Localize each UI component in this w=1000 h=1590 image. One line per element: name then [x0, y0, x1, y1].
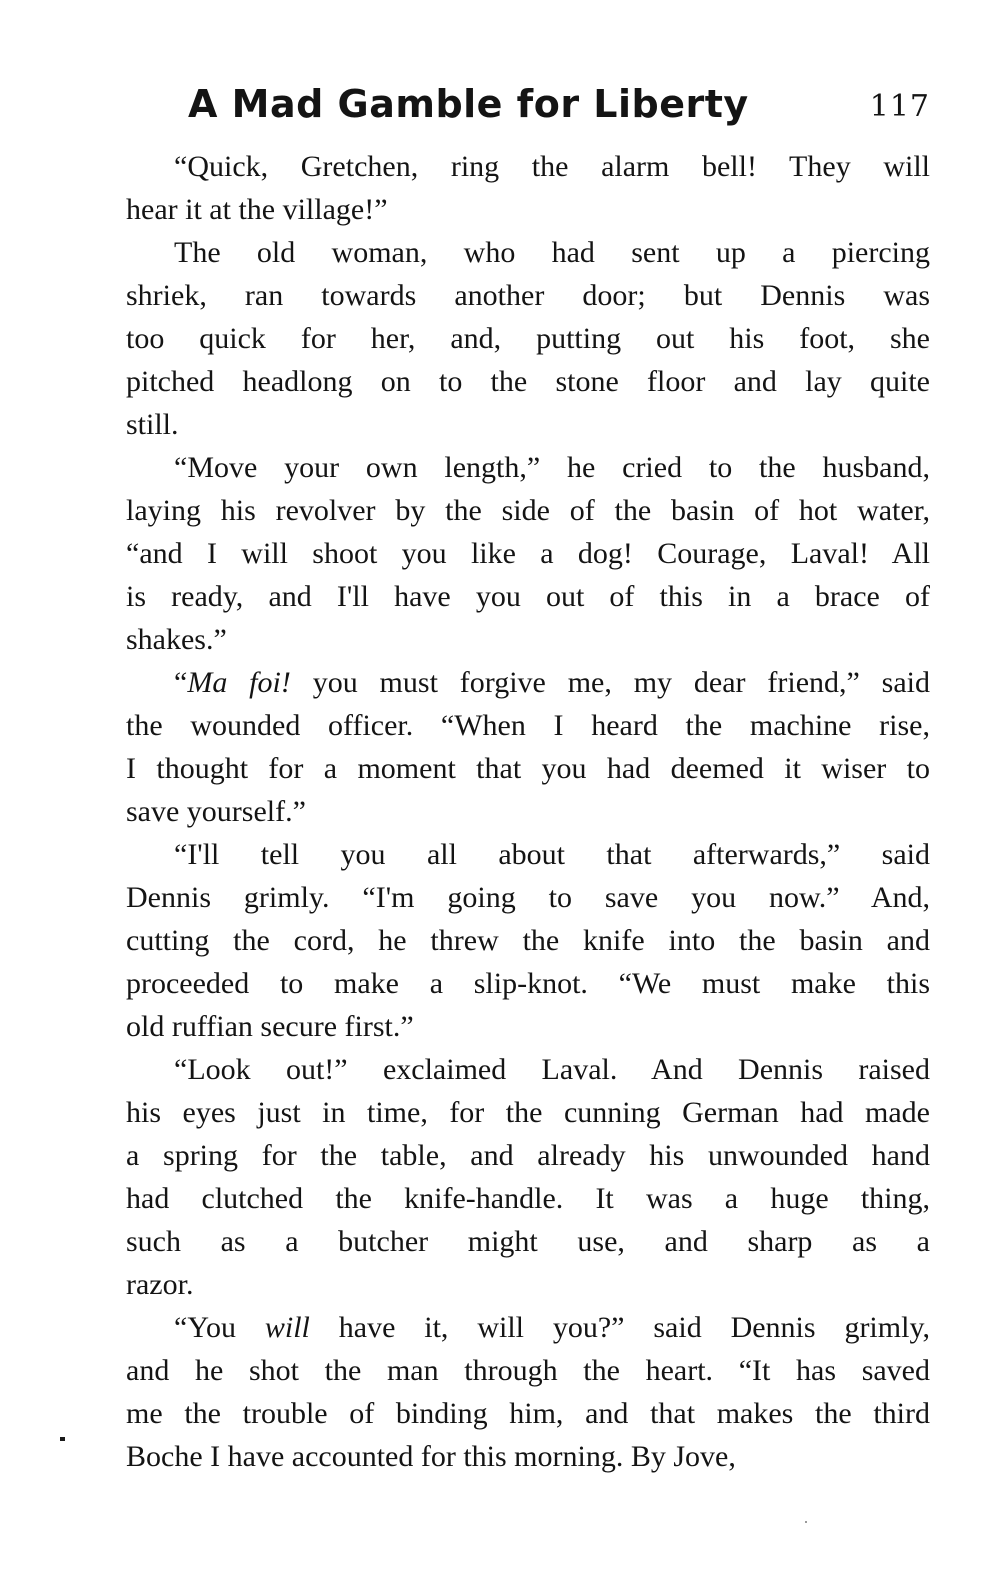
running-title: A Mad Gamble for Liberty	[188, 82, 749, 126]
text-line	[78, 747, 930, 790]
text-line: proceeded to make a slip-knot. “We must make this	[126, 967, 930, 1000]
paragraph	[78, 446, 930, 661]
paragraph	[78, 833, 930, 1048]
text-line	[78, 1392, 930, 1435]
text-line: razor.	[126, 1268, 194, 1301]
text-run: you must forgive me, my dear friend,” said	[290, 666, 931, 699]
text-line: such as a butcher might use, and sharp as a	[126, 1225, 930, 1258]
text-line: had clutched the knife-handle. It was a huge thing,	[126, 1182, 930, 1215]
text-line: hear it at the village!”	[126, 193, 388, 226]
text-line: old ruffian secure first.”	[126, 1010, 414, 1043]
text-line: The old woman, who had sent up a piercing	[174, 236, 930, 269]
text-run: me the trouble of binding him, and that makes the third	[126, 1397, 930, 1430]
text-line: laying his revolver by the side of the basin of hot water,	[126, 494, 930, 527]
paragraph	[78, 145, 930, 231]
text-run: “	[174, 666, 188, 699]
italic-text: will	[264, 1311, 310, 1344]
text-run: I thought for a moment that you had deemed it wiser to	[126, 752, 930, 785]
body-text	[78, 145, 930, 1478]
text-line: still.	[126, 408, 179, 441]
text-line: “Look out!” exclaimed Laval. And Dennis raised	[174, 1053, 930, 1086]
text-line: “I'll tell you all about that afterwards,” said	[174, 838, 930, 871]
print-speck-faint	[805, 1521, 807, 1523]
paragraph	[78, 661, 930, 833]
text-line: Dennis grimly. “I'm going to save you now.” And,	[126, 881, 930, 914]
running-head	[80, 76, 930, 136]
text-run: save yourself.”	[126, 795, 306, 828]
text-line	[78, 661, 930, 704]
text-line: his eyes just in time, for the cunning German had made	[126, 1096, 930, 1129]
text-line	[78, 1435, 930, 1478]
text-run: “You	[174, 1311, 265, 1344]
text-line: “Quick, Gretchen, ring the alarm bell! They will	[174, 150, 930, 183]
text-line: “Move your own length,” he cried to the husband,	[174, 451, 930, 484]
text-line	[78, 1349, 930, 1392]
text-line: cutting the cord, he threw the knife into the basin and	[126, 924, 930, 957]
paragraph	[78, 231, 930, 446]
text-line: “and I will shoot you like a dog! Courage, Laval! All	[126, 537, 930, 570]
text-line: a spring for the table, and already his unwounded hand	[126, 1139, 930, 1172]
text-line: too quick for her, and, putting out his foot, she	[126, 322, 930, 355]
print-speck	[60, 1437, 65, 1441]
text-line	[78, 1306, 930, 1349]
text-line: shakes.”	[126, 623, 227, 656]
page-number: 117	[869, 89, 930, 124]
italic-text: Ma foi!	[187, 666, 291, 699]
text-line: pitched headlong on to the stone floor and lay quite	[126, 365, 930, 398]
text-run: the wounded officer. “When I heard the machine rise,	[126, 709, 930, 742]
text-run: Boche I have accounted for this morning. By Jove,	[126, 1440, 736, 1473]
text-run: have it, will you?” said Dennis grimly,	[309, 1311, 930, 1344]
paragraph	[78, 1048, 930, 1306]
text-line: shriek, ran towards another door; but Dennis was	[126, 279, 930, 312]
paragraph	[78, 1306, 930, 1478]
text-line: is ready, and I'll have you out of this in a brace of	[126, 580, 930, 613]
text-line	[78, 704, 930, 747]
text-run: and he shot the man through the heart. “It has saved	[126, 1354, 930, 1387]
text-line	[78, 790, 930, 833]
